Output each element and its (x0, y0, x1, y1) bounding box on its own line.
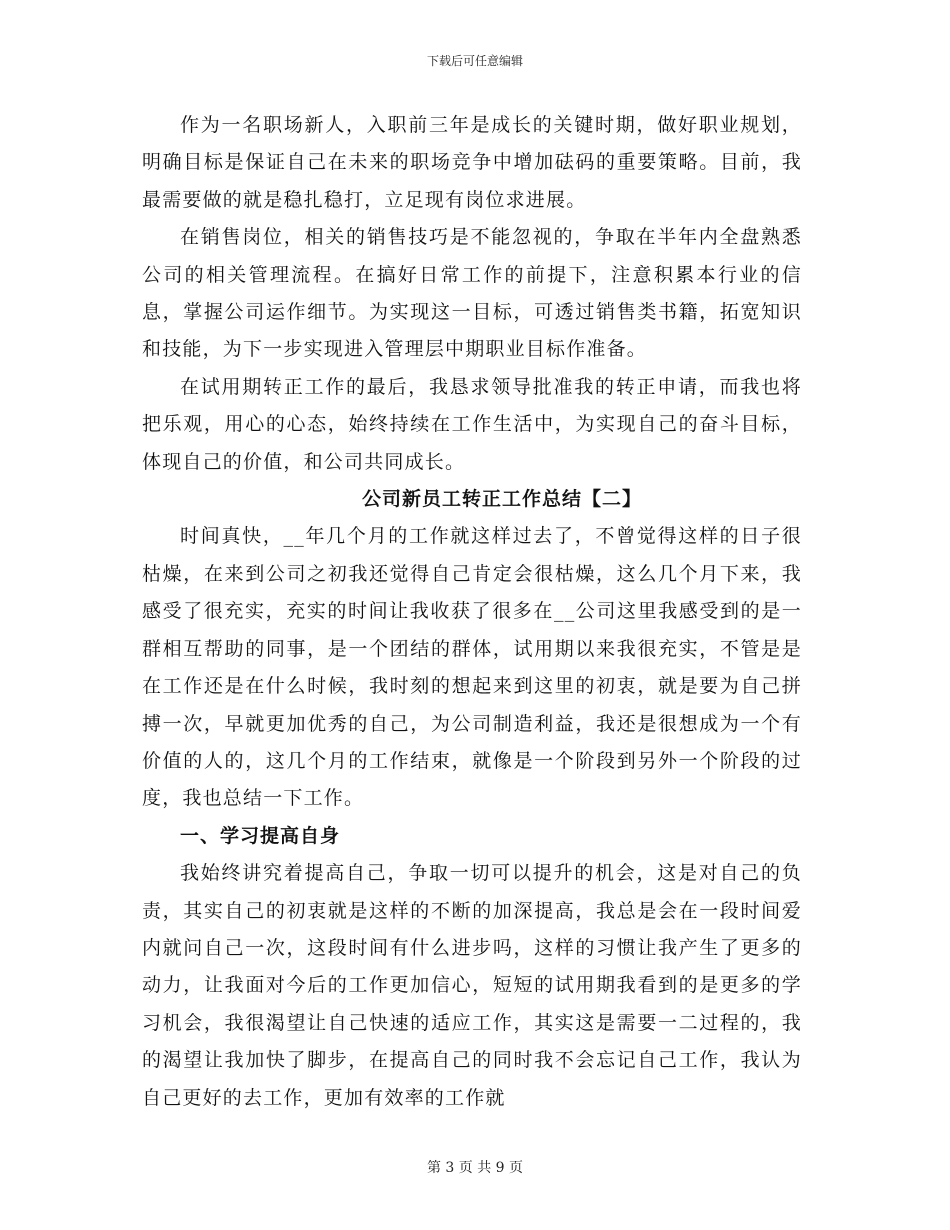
section-title: 公司新员工转正工作总结【二】 (361, 488, 642, 511)
paragraph-sales-position: 在销售岗位，相关的销售技巧是不能忽视的，争取在半年内全盘熟悉公司的相关管理流程。在搞好日常工作的前提下，注意积累本行业的信息，掌握公司运作细节。为实现这一目标，可透过销售类书籍，拓宽知识和技能，为下一步实现进入管理层中期职业目标作准备。 (142, 226, 802, 361)
paragraph-time-flies: 时间真快，__年几个月的工作就这样过去了，不曾觉得这样的日子很枯燥，在来到公司之初我还觉得自己肯定会很枯燥，这么几个月下来，我感受了很充实，充实的时间让我收获了很多在__公司这里我感受到的是一群相互帮助的同事，是一个团结的群体，试用期以来我很充实，不管是是在工作还是在什么时候，我时刻的想起来到这里的初衷，就是要为自己拼搏一次，早就更加优秀的自己，为公司制造利益，我还是很想成为一个有价值的人的，这几个月的工作结束，就像是一个阶段到另外一个阶段的过度，我也总结一下工作。 (142, 525, 802, 810)
subheading-self-improvement: 一、学习提高自身 (180, 824, 341, 847)
page-number: 第 3 页 共 9 页 (426, 1160, 524, 1176)
page-header: 下载后可任意编辑 (426, 54, 523, 68)
document-body (142, 107, 802, 1117)
paragraph-probation-request: 在试用期转正工作的最后，我恳求领导批准我的转正申请，而我也将把乐观，用心的心态，始终持续在工作生活中，为实现自己的奋斗目标，体现自己的价值，和公司共同成长。 (142, 375, 802, 473)
paragraph-career-planning: 作为一名职场新人，入职前三年是成长的关键时期，做好职业规划，明确目标是保证自己在未来的职场竞争中增加砝码的重要策略。目前，我最需要做的就是稳扎稳打，立足现有岗位求进展。 (142, 114, 802, 211)
paragraph-self-improvement: 我始终讲究着提高自己，争取一切可以提升的机会，这是对自己的负责，其实自己的初衷就是这样的不断的加深提高，我总是会在一段时间爱内就问自己一次，这段时间有什么进步吗，这样的习惯让我产生了更多的动力，让我面对今后的工作更加信心，短短的试用期我看到的是更多的学习机会，我很渴望让自己快速的适应工作，其实这是需要一二过程的，我的渴望让我加快了脚步，在提高自己的同时我不会忘记自己工作，我认为自己更好的去工作，更加有效率的工作就 (142, 862, 802, 1109)
